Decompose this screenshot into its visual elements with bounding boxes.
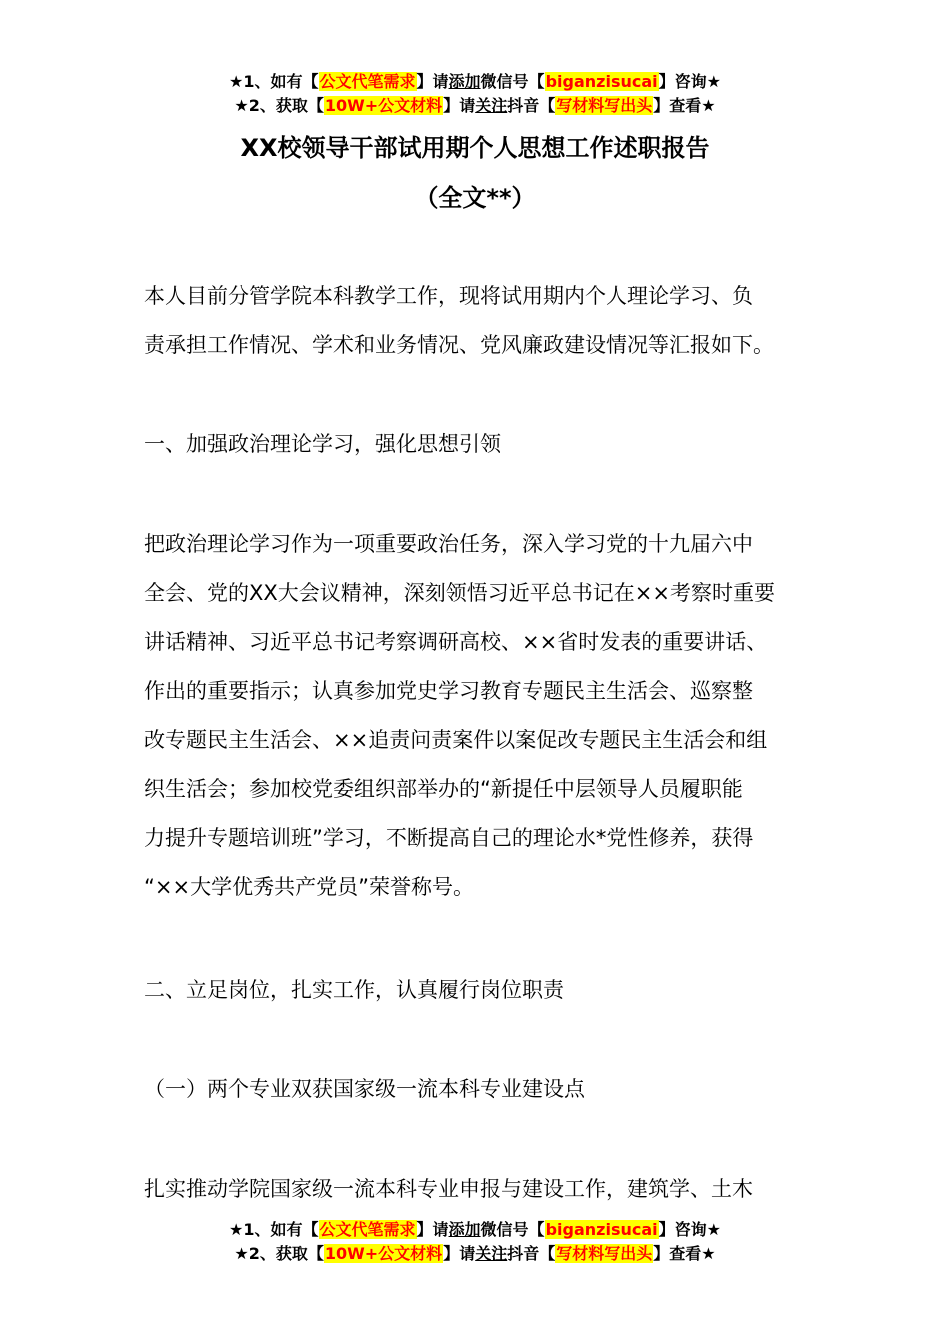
banner-line-1 (0, 1218, 950, 1242)
banner-text: 微信号【 (480, 1220, 545, 1239)
banner-highlight: 公文代笔需求 (319, 1220, 416, 1239)
paragraph-line: 责承担工作情况、学术和业务情况、党风廉政建设情况等汇报如下。 (144, 333, 774, 357)
banner-text: ★2、获取【 (234, 96, 324, 115)
banner-underlined: 添加 (448, 72, 481, 91)
heading-text: （一）两个专业双获国家级一流本科专业建设点 (144, 1077, 585, 1101)
banner-text: ★2、获取【 (234, 1244, 324, 1263)
document-subtitle: （全文**） (414, 184, 536, 212)
banner-highlight: biganzisucai (545, 72, 658, 91)
banner-text: 】查看★ (653, 1244, 716, 1263)
heading-text: 二、立足岗位，扎实工作，认真履行岗位职责 (144, 978, 564, 1002)
section-2-heading (144, 966, 808, 1015)
banner-text: 】请 (416, 1220, 449, 1239)
banner-text: 】咨询★ (658, 1220, 721, 1239)
paragraph-line: 织生活会；参加校党委组织部举办的“新提任中层领导人员履职能 (144, 777, 743, 801)
banner-text: 】请 (443, 96, 476, 115)
paragraph-line: 作出的重要指示；认真参加党史学习教育专题民主生活会、巡察整 (144, 679, 753, 703)
banner-highlight: 10W+公文材料 (324, 96, 443, 115)
banner-underlined: 添加 (448, 1220, 481, 1239)
paragraph-line: 把政治理论学习作为一项重要政治任务，深入学习党的十九届六中 (144, 532, 753, 556)
banner-underlined: 关注 (475, 1244, 508, 1263)
paragraph-line: “××大学优秀共产党员”荣誉称号。 (144, 875, 474, 899)
section-1-heading (144, 420, 808, 469)
banner-text: ★1、如有【 (229, 1220, 319, 1239)
banner-top (0, 70, 950, 118)
intro-paragraph (144, 272, 808, 370)
paragraph-line: 本人目前分管学院本科教学工作，现将试用期内个人理论学习、负 (144, 284, 753, 308)
banner-bottom (0, 1218, 950, 1266)
banner-text: 】咨询★ (658, 72, 721, 91)
document-title: XX校领导干部试用期个人思想工作述职报告 (240, 134, 710, 162)
heading-text: 一、加强政治理论学习，强化思想引领 (144, 432, 501, 456)
banner-highlight: 10W+公文材料 (324, 1244, 443, 1263)
banner-highlight: 写材料写出头 (556, 96, 653, 115)
section-2-paragraph (144, 1165, 808, 1214)
paragraph-line: 力提升专题培训班”学习，不断提高自己的理论水*党性修养，获得 (144, 826, 754, 850)
banner-highlight: 公文代笔需求 (319, 72, 416, 91)
paragraph-line: 讲话精神、习近平总书记考察调研高校、××省时发表的重要讲话、 (144, 630, 768, 654)
banner-text: 抖音【 (507, 96, 556, 115)
banner-line-2 (0, 94, 950, 118)
paragraph-line: 改专题民主生活会、××追责问责案件以案促改专题民主生活会和组 (144, 728, 768, 752)
banner-underlined: 关注 (475, 96, 508, 115)
banner-highlight: biganzisucai (545, 1220, 658, 1239)
banner-text: 抖音【 (507, 1244, 556, 1263)
banner-text: 微信号【 (480, 72, 545, 91)
banner-line-1 (0, 70, 950, 94)
section-1-paragraph (144, 520, 808, 912)
banner-highlight: 写材料写出头 (556, 1244, 653, 1263)
banner-text: 】请 (443, 1244, 476, 1263)
paragraph-line: 全会、党的XX大会议精神，深刻领悟习近平总书记在××考察时重要 (144, 581, 775, 605)
banner-line-2 (0, 1242, 950, 1266)
banner-text: 】请 (416, 72, 449, 91)
section-2-subheading-1 (144, 1065, 808, 1114)
paragraph-line: 扎实推动学院国家级一流本科专业申报与建设工作，建筑学、土木 (144, 1177, 753, 1201)
banner-text: 】查看★ (653, 96, 716, 115)
banner-text: ★1、如有【 (229, 72, 319, 91)
